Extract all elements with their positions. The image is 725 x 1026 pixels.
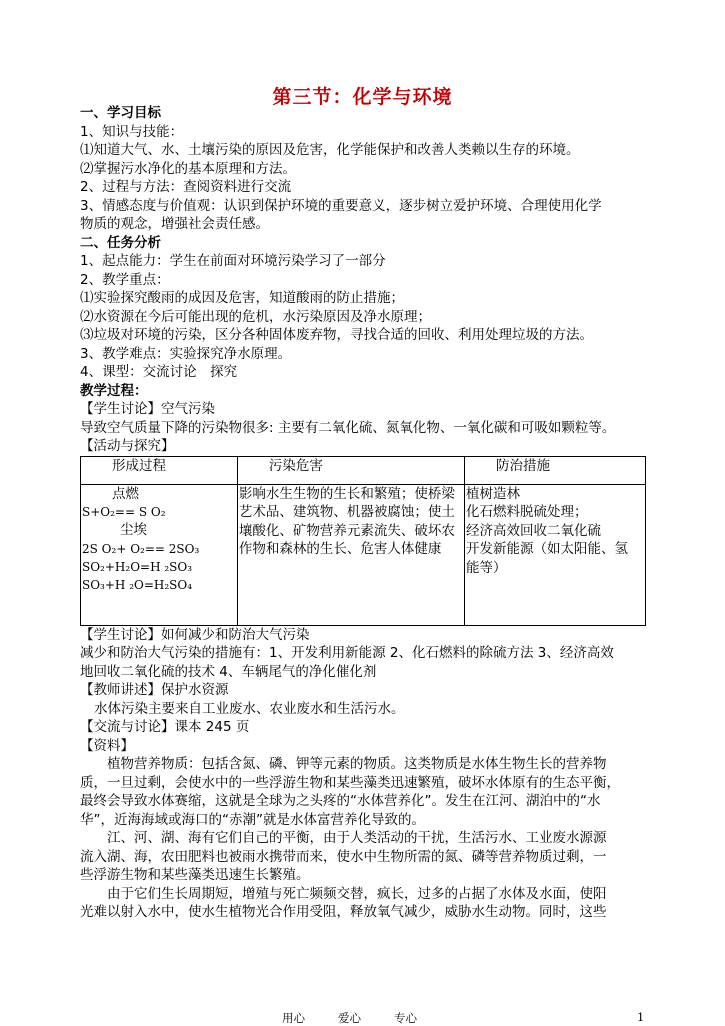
text-line: 些浮游生物和某些藻类迅速生长繁殖。 — [80, 867, 310, 883]
footer-word: 爱心 — [338, 1011, 361, 1025]
text-line: 2、教学重点： — [80, 271, 170, 288]
table-header: 防治措施 — [465, 456, 646, 484]
harm-line: 壤酸化、矿物营养元素流失、破坏农 — [238, 522, 455, 539]
formation-line: 尘埃 — [120, 522, 147, 538]
formation-line: S+O₂== S O₂ — [82, 505, 166, 519]
text-line: 1、起点能力：学生在前面对环境污染学习了一部分 — [80, 253, 386, 269]
teacher-tag: 【教师讲述】保护水资源 — [80, 682, 229, 698]
measure-line: 植树造林 — [466, 485, 521, 502]
resource-tag: 【资料】 — [80, 737, 134, 754]
harm-line: 作物和森林的生长、危害人体健康 — [238, 541, 442, 557]
harm-cell — [237, 484, 464, 625]
formation-line: SO₃+H ₂O=H₂SO₄ — [82, 577, 193, 592]
document-body — [80, 104, 652, 922]
text-line: 江、河、湖、海有它们自己的平衡，由于人类活动的干扰，生活污水、工业废水源源 — [107, 830, 607, 846]
measure-line: 经济高效回收二氧化硫 — [466, 522, 602, 539]
exchange-tag: 【交流与讨论】课本 245 页 — [80, 719, 250, 735]
text-line: ⑵水资源在今后可能出现的危机，水污染原因及净水原理； — [80, 308, 431, 325]
discussion-tag: 【学生讨论】如何减少和防治大气污染 — [80, 626, 310, 643]
section-heading: 一、学习目标 — [80, 105, 161, 121]
harm-line: 影响水生生物的生长和繁殖；使桥梁 — [238, 485, 455, 502]
process-heading: 教学过程： — [80, 382, 148, 399]
table-header-row — [81, 456, 646, 484]
text-line: 华”，近海海域或海口的“赤潮”就是水体富营养化导致的。 — [80, 811, 425, 828]
text-line: 4、课型：交流讨论 探究 — [80, 364, 238, 380]
text-line: 流入湖、海，农田肥料也被雨水携带而来，使水中生物所需的氮、磷等营养物质过剩，一 — [80, 848, 607, 865]
text-line: ⑵掌握污水净化的基本原理和方法。 — [80, 160, 296, 177]
text-line: 光难以射入水中，使水生植物光合作用受阻，释放氧气减少，威胁水生动物。同时，这些 — [80, 904, 607, 920]
formation-line: 2S O₂+ O₂== 2SO₃ — [82, 541, 200, 556]
page-title: 第三节：化学与环境 — [272, 86, 453, 108]
activity-tag: 【活动与探究】 — [80, 438, 175, 454]
formation-line: 点燃 — [112, 485, 139, 502]
text-line: 由于它们生长周期短，增殖与死亡频频交替，疯长，过多的占据了水体及水面，使阳 — [107, 885, 607, 902]
text-line: 1、知识与技能： — [80, 123, 184, 140]
table-header: 形成过程 — [81, 456, 238, 484]
footer-word: 用心 — [282, 1011, 305, 1025]
table-row — [81, 484, 646, 625]
measure-line: 能等） — [466, 559, 507, 576]
discussion-tag: 【学生讨论】空气污染 — [80, 401, 215, 417]
text-line: 减少和防治大气污染的措施有：1、开发利用新能源 2、化石燃料的除硫方法 3、经济高效 — [80, 645, 614, 661]
text-line: 3、情感态度与价值观：认识到保护环境的重要意义，逐步树立爱护环境、合理使用化学 — [80, 197, 602, 214]
text-line: ⑴知道大气、水、土壤污染的原因及危害，化学能保护和改善人类赖以生存的环境。 — [80, 142, 580, 158]
text-line: ⑶垃圾对环境的污染，区分各种固体废弃物，寻找合适的回收、利用处理垃圾的方法。 — [80, 327, 593, 343]
formation-line: SO₂+H₂O=H ₂SO₃ — [82, 559, 193, 574]
text-line: 物质的观念，增强社会责任感。 — [80, 216, 269, 232]
text-line: ⑴实验探究酸雨的成因及危害，知道酸雨的防止措施； — [80, 290, 404, 306]
pollution-table — [80, 456, 646, 626]
text-line: 导致空气质量下降的污染物很多: 主要有二氧化硫、氮氧化物、一氧化碳和可吸如颗粒等。 — [80, 419, 616, 436]
text-line: 3、教学难点：实验探究净水原理。 — [80, 345, 292, 362]
page-number: 1 — [637, 1010, 645, 1024]
measure-line: 化石燃料脱硫处理； — [466, 504, 588, 520]
text-line: 2、过程与方法：查阅资料进行交流 — [80, 179, 292, 195]
text-line: 水体污染主要来自工业废水、农业废水和生活污水。 — [94, 700, 405, 717]
text-line: 植物营养物质：包括含氮、磷、钾等元素的物质。这类物质是水体生物生长的营养物 — [107, 756, 607, 772]
formation-cell — [81, 484, 238, 625]
text-line: 最终会导致水体赛缩，这就是全球为之头疼的“水体营养化”。发生在江河、湖泊中的“水 — [80, 793, 601, 809]
measure-line: 开发新能源（如太阳能、氢 — [466, 541, 629, 557]
footer-word: 专心 — [394, 1011, 417, 1025]
harm-line: 艺术品、建筑物、机器被腐蚀；使土 — [238, 504, 455, 520]
text-line: 质，一旦过剩，会使水中的一些浮游生物和某些藻类迅速繁殖，破坏水体原有的生态平衡， — [80, 774, 620, 791]
table-header: 污染危害 — [237, 456, 464, 484]
text-line: 地回收二氧化硫的技术 4、车辆尾气的净化催化剂 — [80, 663, 377, 680]
section-heading: 二、任务分析 — [80, 234, 161, 251]
measures-cell — [465, 484, 646, 625]
